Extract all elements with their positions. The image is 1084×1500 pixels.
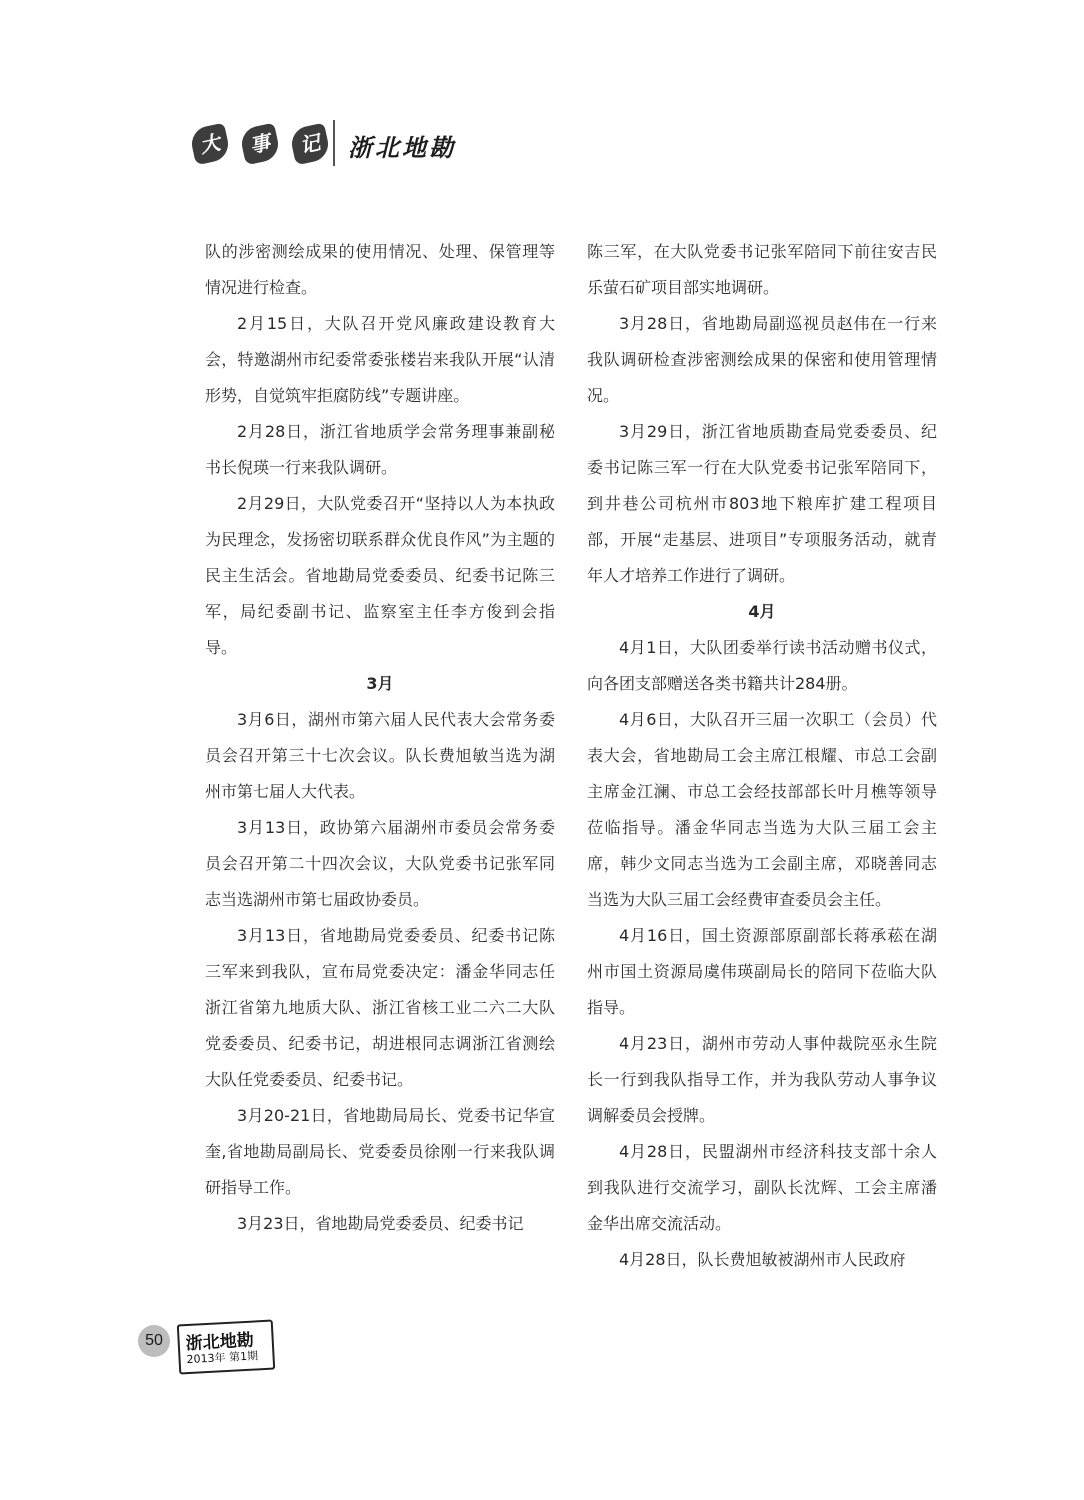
event-paragraph: 陈三军，在大队党委书记张军陪同下前往安吉民乐萤石矿项目部实地调研。 bbox=[587, 242, 937, 297]
event-paragraph: 3月6日，湖州市第六届人民代表大会常务委员会召开第三十七次会议。队长费旭敏当选为湖州市第七届人大代表。 bbox=[205, 710, 555, 801]
event-paragraph: 4月6日，大队召开三届一次职工（会员）代表大会，省地勘局工会主席江根耀、市总工会副主席金江澜、市总工会经技部部长叶月樵等领导莅临指导。潘金华同志当选为大队三届工会主席，韩少文同志当选为工会副主席，邓晓善同志当选为大队三届工会经费审查委员会主任。 bbox=[587, 710, 937, 909]
left-column bbox=[205, 234, 555, 1242]
month-heading: 4月 bbox=[748, 602, 776, 621]
event-paragraph: 3月13日，省地勘局党委委员、纪委书记陈三军来到我队，宣布局党委决定：潘金华同志任浙江省第九地质大队、浙江省核工业二六二大队党委委员、纪委书记，胡进根同志调浙江省测绘大队任党委委员、纪委书记。 bbox=[205, 926, 555, 1089]
event-paragraph: 4月16日，国土资源部原副部长蒋承菘在湖州市国土资源局虞伟瑛副局长的陪同下莅临大队指导。 bbox=[587, 926, 937, 1017]
magazine-issue: 2013年 第1期 bbox=[186, 1349, 259, 1367]
month-heading: 3月 bbox=[366, 674, 394, 693]
page-header bbox=[190, 118, 490, 168]
seal-char-1: 大 bbox=[189, 123, 232, 166]
magazine-logo bbox=[177, 1320, 275, 1375]
header-divider bbox=[333, 120, 335, 166]
page-footer bbox=[138, 1322, 288, 1372]
event-paragraph: 4月28日，民盟湖州市经济科技支部十余人到我队进行交流学习，副队长沈辉、工会主席潘金华出席交流活动。 bbox=[587, 1142, 937, 1233]
event-paragraph: 3月23日，省地勘局党委委员、纪委书记 bbox=[237, 1214, 524, 1233]
event-paragraph: 4月28日，队长费旭敏被湖州市人民政府 bbox=[619, 1250, 906, 1269]
seal-char-2: 事 bbox=[239, 123, 282, 166]
event-paragraph: 队的涉密测绘成果的使用情况、处理、保管理等情况进行检查。 bbox=[205, 242, 555, 297]
event-paragraph: 4月1日，大队团委举行读书活动赠书仪式，向各团支部赠送各类书籍共计284册。 bbox=[587, 638, 937, 693]
event-paragraph: 2月15日，大队召开党风廉政建设教育大会，特邀湖州市纪委常委张楼岩来我队开展“认清形势，自觉筑牢拒腐防线”专题讲座。 bbox=[205, 314, 555, 405]
page-number: 50 bbox=[138, 1325, 170, 1357]
right-column bbox=[587, 234, 937, 1278]
event-paragraph: 2月28日，浙江省地质学会常务理事兼副秘书长倪瑛一行来我队调研。 bbox=[205, 422, 555, 477]
header-title: 浙北地勘 bbox=[348, 133, 456, 162]
event-paragraph: 3月13日，政协第六届湖州市委员会常务委员会召开第二十四次会议，大队党委书记张军同志当选湖州市第七届政协委员。 bbox=[205, 818, 555, 909]
event-paragraph: 3月28日，省地勘局副巡视员赵伟在一行来我队调研检查涉密测绘成果的保密和使用管理情况。 bbox=[587, 314, 937, 405]
event-paragraph: 2月29日，大队党委召开“坚持以人为本执政为民理念，发扬密切联系群众优良作风”为主题的民主生活会。省地勘局党委委员、纪委书记陈三军，局纪委副书记、监察室主任李方俊到会指导。 bbox=[205, 494, 555, 657]
event-paragraph: 3月20-21日，省地勘局局长、党委书记华宣奎,省地勘局副局长、党委委员徐刚一行来我队调研指导工作。 bbox=[205, 1106, 555, 1197]
seal-char-3: 记 bbox=[289, 123, 332, 166]
event-paragraph: 4月23日，湖州市劳动人事仲裁院巫永生院长一行到我队指导工作，并为我队劳动人事争议调解委员会授牌。 bbox=[587, 1034, 937, 1125]
magazine-title: 浙北地勘 bbox=[185, 1330, 255, 1355]
event-paragraph: 3月29日，浙江省地质勘查局党委委员、纪委书记陈三军一行在大队党委书记张军陪同下，到井巷公司杭州市803地下粮库扩建工程项目部，开展“走基层、进项目”专项服务活动，就青年人才培养工作进行了调研。 bbox=[587, 422, 937, 585]
